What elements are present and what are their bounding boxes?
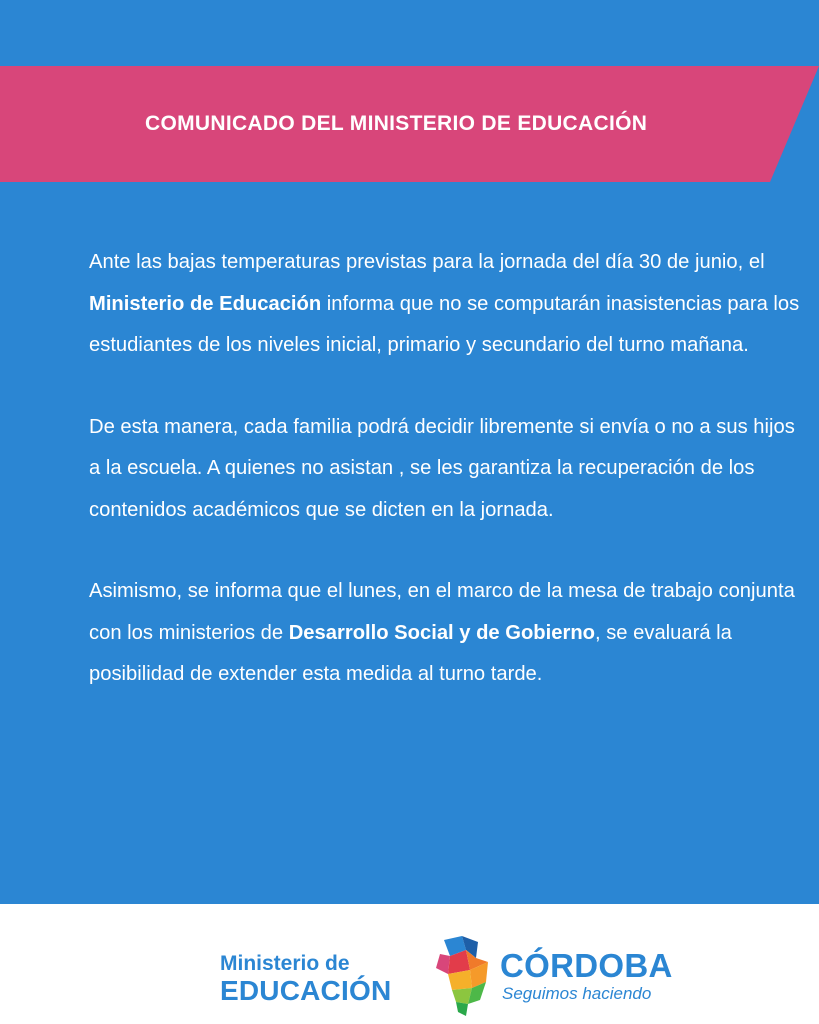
cordoba-name: CÓRDOBA	[500, 947, 673, 984]
ministry-logo-line2: EDUCACIÓN	[220, 975, 392, 1006]
ministries-emphasis: Desarrollo Social y de Gobierno	[288, 621, 595, 644]
cordoba-slogan: Seguimos haciendo	[502, 984, 652, 1003]
paragraph-2: De esta manera, cada familia podrá decidir libremente si envía o no a sus hijos a la escuela. A quienes no asistan , se les garantiza la recuperación de los contenidos académicos que se dicten en la jornada.	[89, 415, 795, 521]
communique-body	[89, 242, 801, 736]
ministry-emphasis: Ministerio de Educación	[89, 292, 322, 315]
page-title: COMUNICADO DEL MINISTERIO DE EDUCACIÓN	[145, 112, 648, 135]
ministry-logo-line1: Ministerio de	[220, 952, 350, 975]
paragraph-1: Ante las bajas temperaturas previstas para la jornada del día 30 de junio, el Ministerio de Educación informa que no se computarán inasistencias para los estudiantes de los niveles inicial, primario y secundario del turno mañana.	[89, 251, 800, 356]
ministry-logo	[220, 952, 391, 1006]
cordoba-logo	[500, 948, 673, 1004]
title-banner	[0, 66, 819, 182]
paragraph-3: Asimismo, se informa que el lunes, en el marco de la mesa de trabajo conjunta con los ministerios de Desarrollo Social y de Gobierno, se evaluará la posibilidad de extender esta medida al turno tarde.	[89, 580, 795, 685]
cordoba-province-map-icon	[436, 936, 494, 1021]
footer	[0, 904, 819, 1024]
